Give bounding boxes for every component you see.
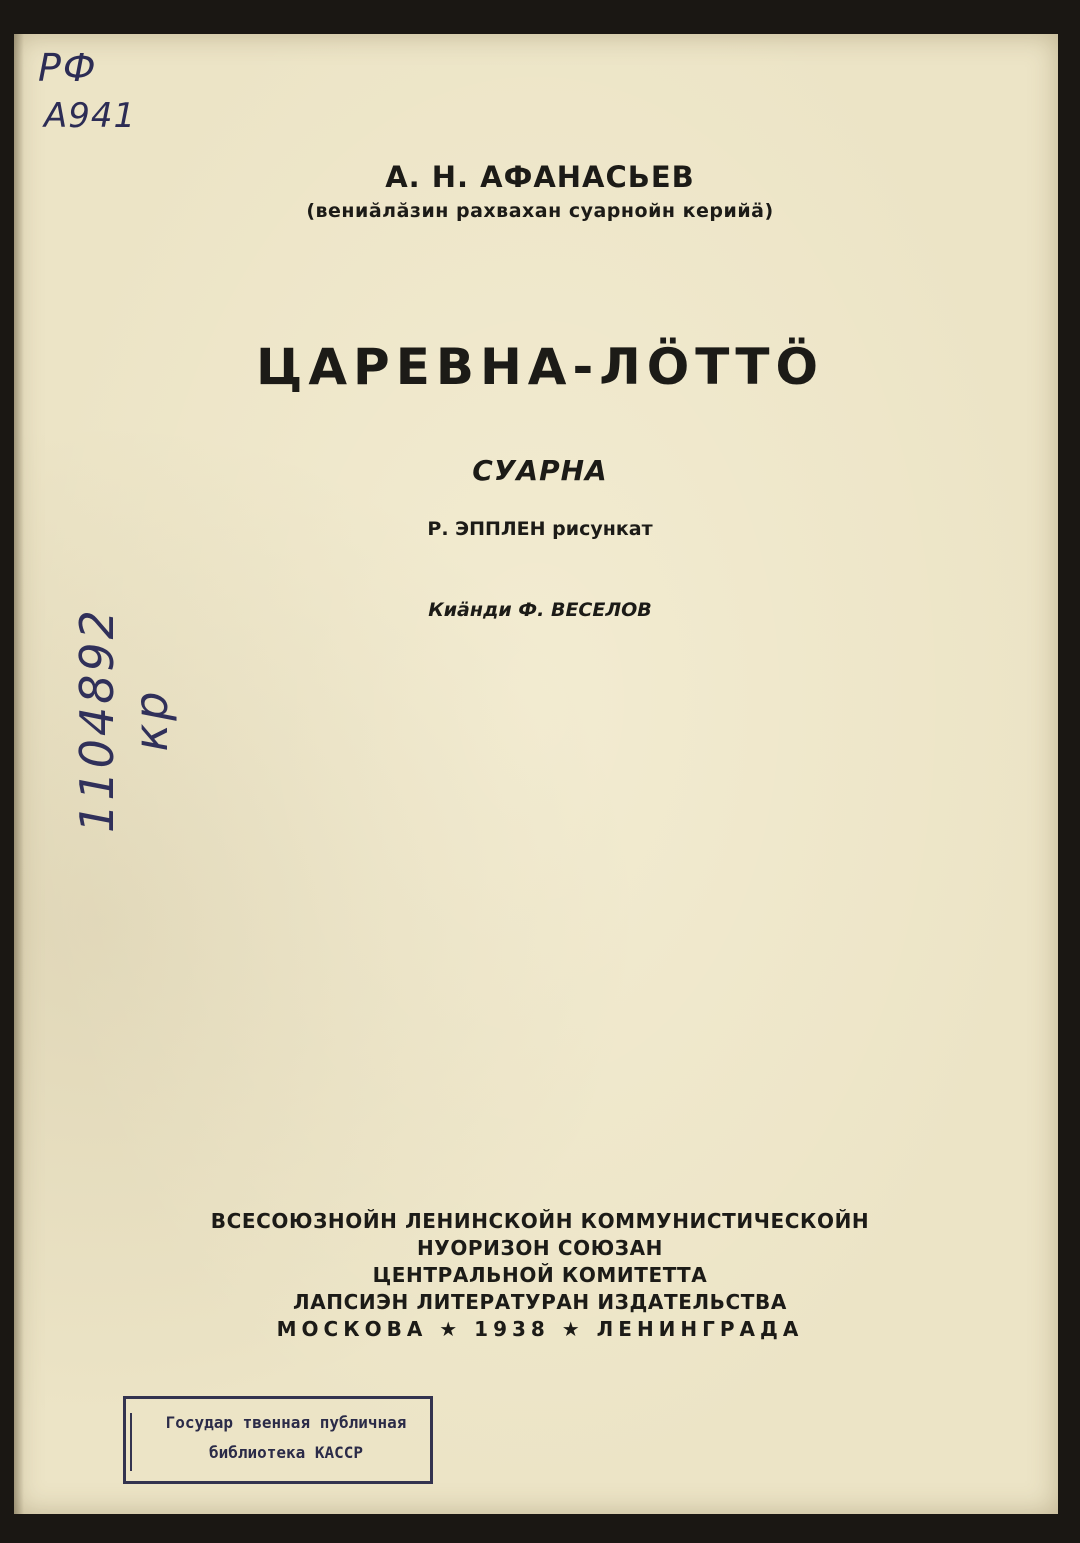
book-genre: СУАРНА: [472, 454, 608, 487]
author-subtitle: (вениӑлӑзин рахвахан суарнойн керийӓ): [306, 200, 774, 222]
library-stamp: [123, 1396, 433, 1484]
stamp-line: библиотека КАССР: [208, 1443, 364, 1462]
handwritten-inventory-number: 1104892 кр: [70, 607, 178, 833]
publisher-line: ЦЕНТРАЛЬНОЙ КОМИТЕТТА: [372, 1263, 708, 1287]
publisher-line: ЛАПСИЭН ЛИТЕРАТУРАН ИЗДАТЕЛЬСТВА: [293, 1290, 787, 1314]
publisher-imprint: МОСКОВА ★ 1938 ★ ЛЕНИНГРАДА: [276, 1317, 804, 1341]
stamp-line: Государ твенная публичная: [165, 1413, 407, 1432]
publisher-line: НУОРИЗОН СОЮЗАН: [416, 1236, 664, 1260]
illustrator-credit: Р. ЭППЛЕН рисункат: [427, 518, 653, 540]
publisher-line: ВСЕСОЮЗНОЙН ЛЕНИНСКОЙН КОММУНИСТИЧЕСКОЙН: [210, 1209, 870, 1233]
author-name: А. Н. АФАНАСЬЕВ: [385, 160, 695, 194]
handwritten-shelf-mark: РФ: [38, 46, 98, 90]
translator-credit: Киӓнди Ф. ВЕСЕЛОВ: [428, 599, 652, 621]
publisher-block: [0, 1208, 1080, 1343]
book-title: ЦАРЕВНА-ЛӦТТӦ: [255, 338, 825, 396]
handwritten-shelf-code: А941: [44, 96, 137, 136]
